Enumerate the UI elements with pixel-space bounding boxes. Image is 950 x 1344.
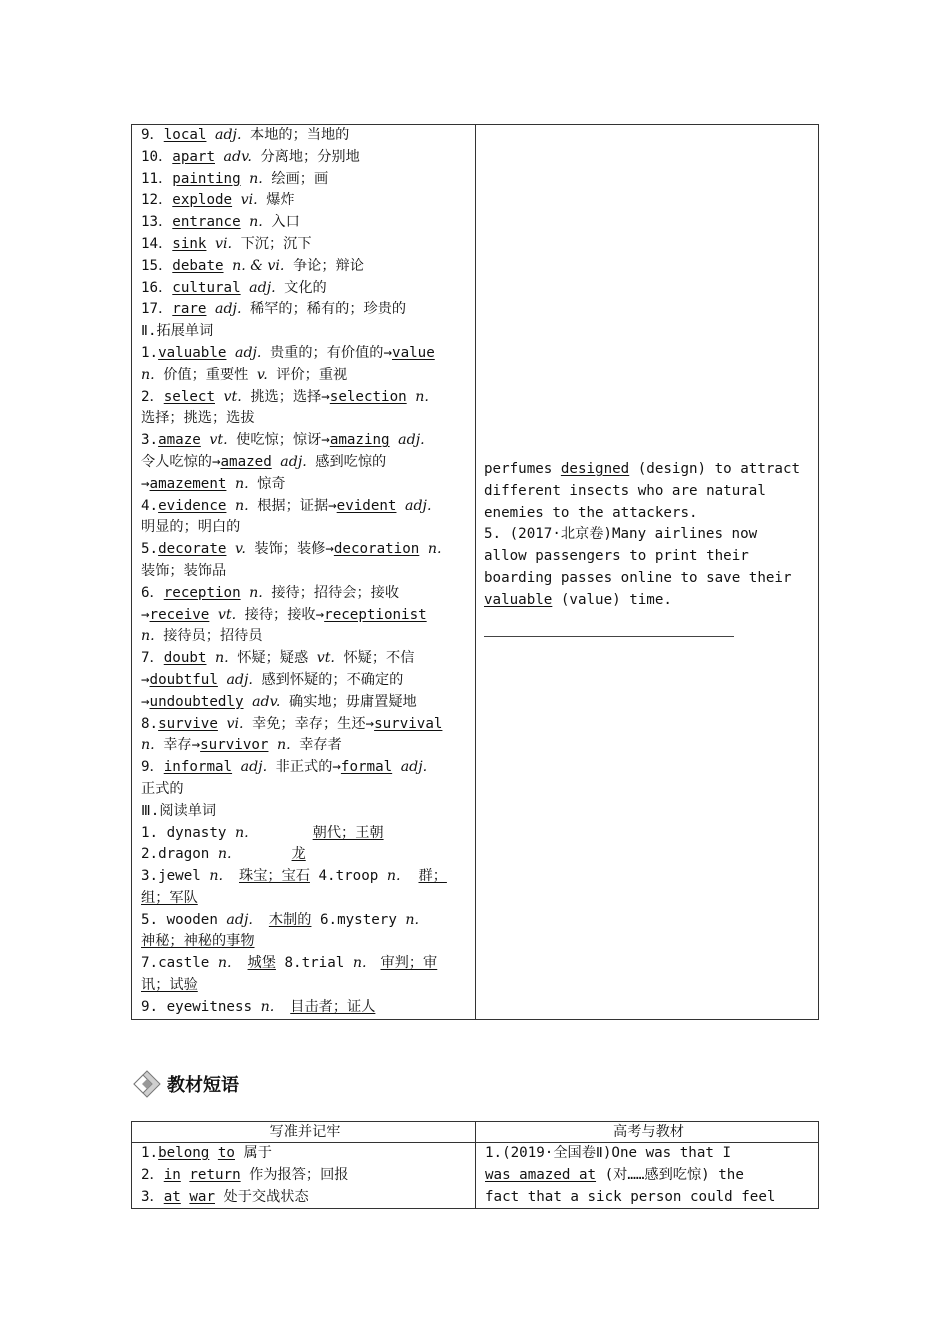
phrase-list-cell — [132, 1143, 476, 1209]
section-2-title: Ⅱ.拓展单词 — [141, 323, 214, 340]
section-3-title: Ⅲ.阅读单词 — [141, 802, 217, 819]
read-line: 9. eyewitness n. 目击者；证人 — [141, 998, 376, 1015]
core-word-item: 10．apart adv. 分离地；分别地 — [141, 148, 360, 165]
exam-example-cell — [476, 1143, 819, 1209]
table-header-row — [132, 1122, 819, 1143]
ext-line: n. 幸存→survivor n. 幸存者 — [141, 737, 342, 754]
example-line: perfumes designed (design) to attract — [484, 461, 801, 477]
example-line: different insects who are natural — [484, 482, 766, 499]
ext-line: 4.evidence n. 根据；证据→evident adj. — [141, 497, 432, 514]
ext-line: 1.valuable adj. 贵重的；有价值的→value — [141, 344, 435, 361]
ext-line: 正式的 — [141, 780, 184, 797]
read-line: 1. dynasty n. 朝代；王朝 — [141, 824, 384, 841]
core-word-item: 17．rare adj. 稀罕的；稀有的；珍贵的 — [141, 301, 407, 318]
phrase-item: 2．in return 作为报答；回报 — [141, 1166, 349, 1183]
column-header: 高考与教材 — [476, 1122, 819, 1143]
ext-line: →doubtful adj. 感到怀疑的；不确定的 — [141, 671, 404, 688]
read-line: 组；军队 — [141, 889, 198, 906]
ext-line: 9．informal adj. 非正式的→formal adj. — [141, 759, 428, 776]
ext-line: n. 接待员；招待员 — [141, 628, 263, 645]
ext-line: 7．doubt n. 怀疑；疑惑 vt. 怀疑；不信 — [141, 650, 415, 667]
read-line: 讯；试验 — [141, 977, 198, 994]
example-line: allow passengers to print their — [484, 548, 749, 565]
core-word-item: 11．painting n. 绘画；画 — [141, 170, 329, 187]
ext-line: 明显的；明白的 — [141, 519, 241, 536]
core-word-item: 9．local adj. 本地的；当地的 — [141, 127, 350, 143]
vocabulary-table — [131, 124, 819, 1020]
ext-line: 装饰；装饰品 — [141, 562, 227, 579]
read-line: 2.dragon n. 龙 — [141, 846, 306, 863]
example-line: fact that a sick person could feel — [485, 1188, 776, 1205]
read-line: 5. wooden adj. 木制的 6.mystery n. — [141, 911, 420, 928]
column-header: 写准并记牢 — [132, 1122, 476, 1143]
phrase-item: 1.belong to 属于 — [141, 1145, 272, 1161]
ext-line: →amazement n. 惊奇 — [141, 475, 286, 492]
ext-line: 6．reception n. 接待；招待会；接收 — [141, 584, 400, 601]
ext-line: →undoubtedly adv. 确实地；毋庸置疑地 — [141, 693, 417, 710]
core-word-item: 12．explode vi. 爆炸 — [141, 192, 295, 209]
ext-line: 选择；挑选；选拔 — [141, 410, 255, 427]
example-line: 5. (2017·北京卷)Many airlines now — [484, 526, 758, 543]
example-line: 1.(2019·全国卷Ⅱ)One was that I — [485, 1145, 732, 1161]
core-word-item: 13．entrance n. 入口 — [141, 214, 300, 231]
core-word-item: 14．sink vi. 下沉；沉下 — [141, 235, 312, 252]
read-line: 7.castle n. 城堡 8.trial n. 审判；审 — [141, 955, 438, 972]
core-word-list — [141, 125, 469, 321]
ext-line: 令人吃惊的→amazed adj. 感到吃惊的 — [141, 453, 387, 470]
answer-blank-line — [484, 636, 734, 637]
table-row — [132, 1143, 819, 1209]
example-line: valuable (value) time. — [484, 591, 672, 608]
phrases-section-header — [133, 1070, 239, 1098]
core-word-item: 15．debate n. & vi. 争论；辩论 — [141, 257, 364, 274]
ext-line: 5.decorate v. 装饰；装修→decoration n. — [141, 541, 442, 558]
read-line: 神秘；神秘的事物 — [141, 933, 255, 950]
vocabulary-right-column — [476, 125, 818, 1019]
section-title: 教材短语 — [167, 1075, 239, 1096]
diamond-bullet-icon — [133, 1070, 161, 1098]
read-line: 3.jewel n. 珠宝；宝石 4.troop n. 群； — [141, 868, 447, 885]
vocabulary-left-column — [132, 125, 476, 1019]
example-line: was amazed at (对……感到吃惊) the — [485, 1166, 744, 1183]
ext-line: →receive vt. 接待；接收→receptionist — [141, 606, 427, 623]
example-line: enemies to the attackers. — [484, 504, 698, 521]
example-line: boarding passes online to save their — [484, 569, 792, 586]
ext-line: 8.survive vi. 幸免；幸存；生还→survival — [141, 715, 443, 732]
ext-line: 3.amaze vt. 使吃惊；惊讶→amazing adj. — [141, 432, 425, 449]
phrases-table — [131, 1121, 819, 1209]
core-word-item: 16．cultural adj. 文化的 — [141, 279, 327, 296]
ext-line: n. 价值；重要性 v. 评价；重视 — [141, 366, 348, 383]
ext-line: 2．select vt. 挑选；选择→selection n. — [141, 388, 429, 405]
phrase-item: 3．at war 处于交战状态 — [141, 1188, 309, 1205]
